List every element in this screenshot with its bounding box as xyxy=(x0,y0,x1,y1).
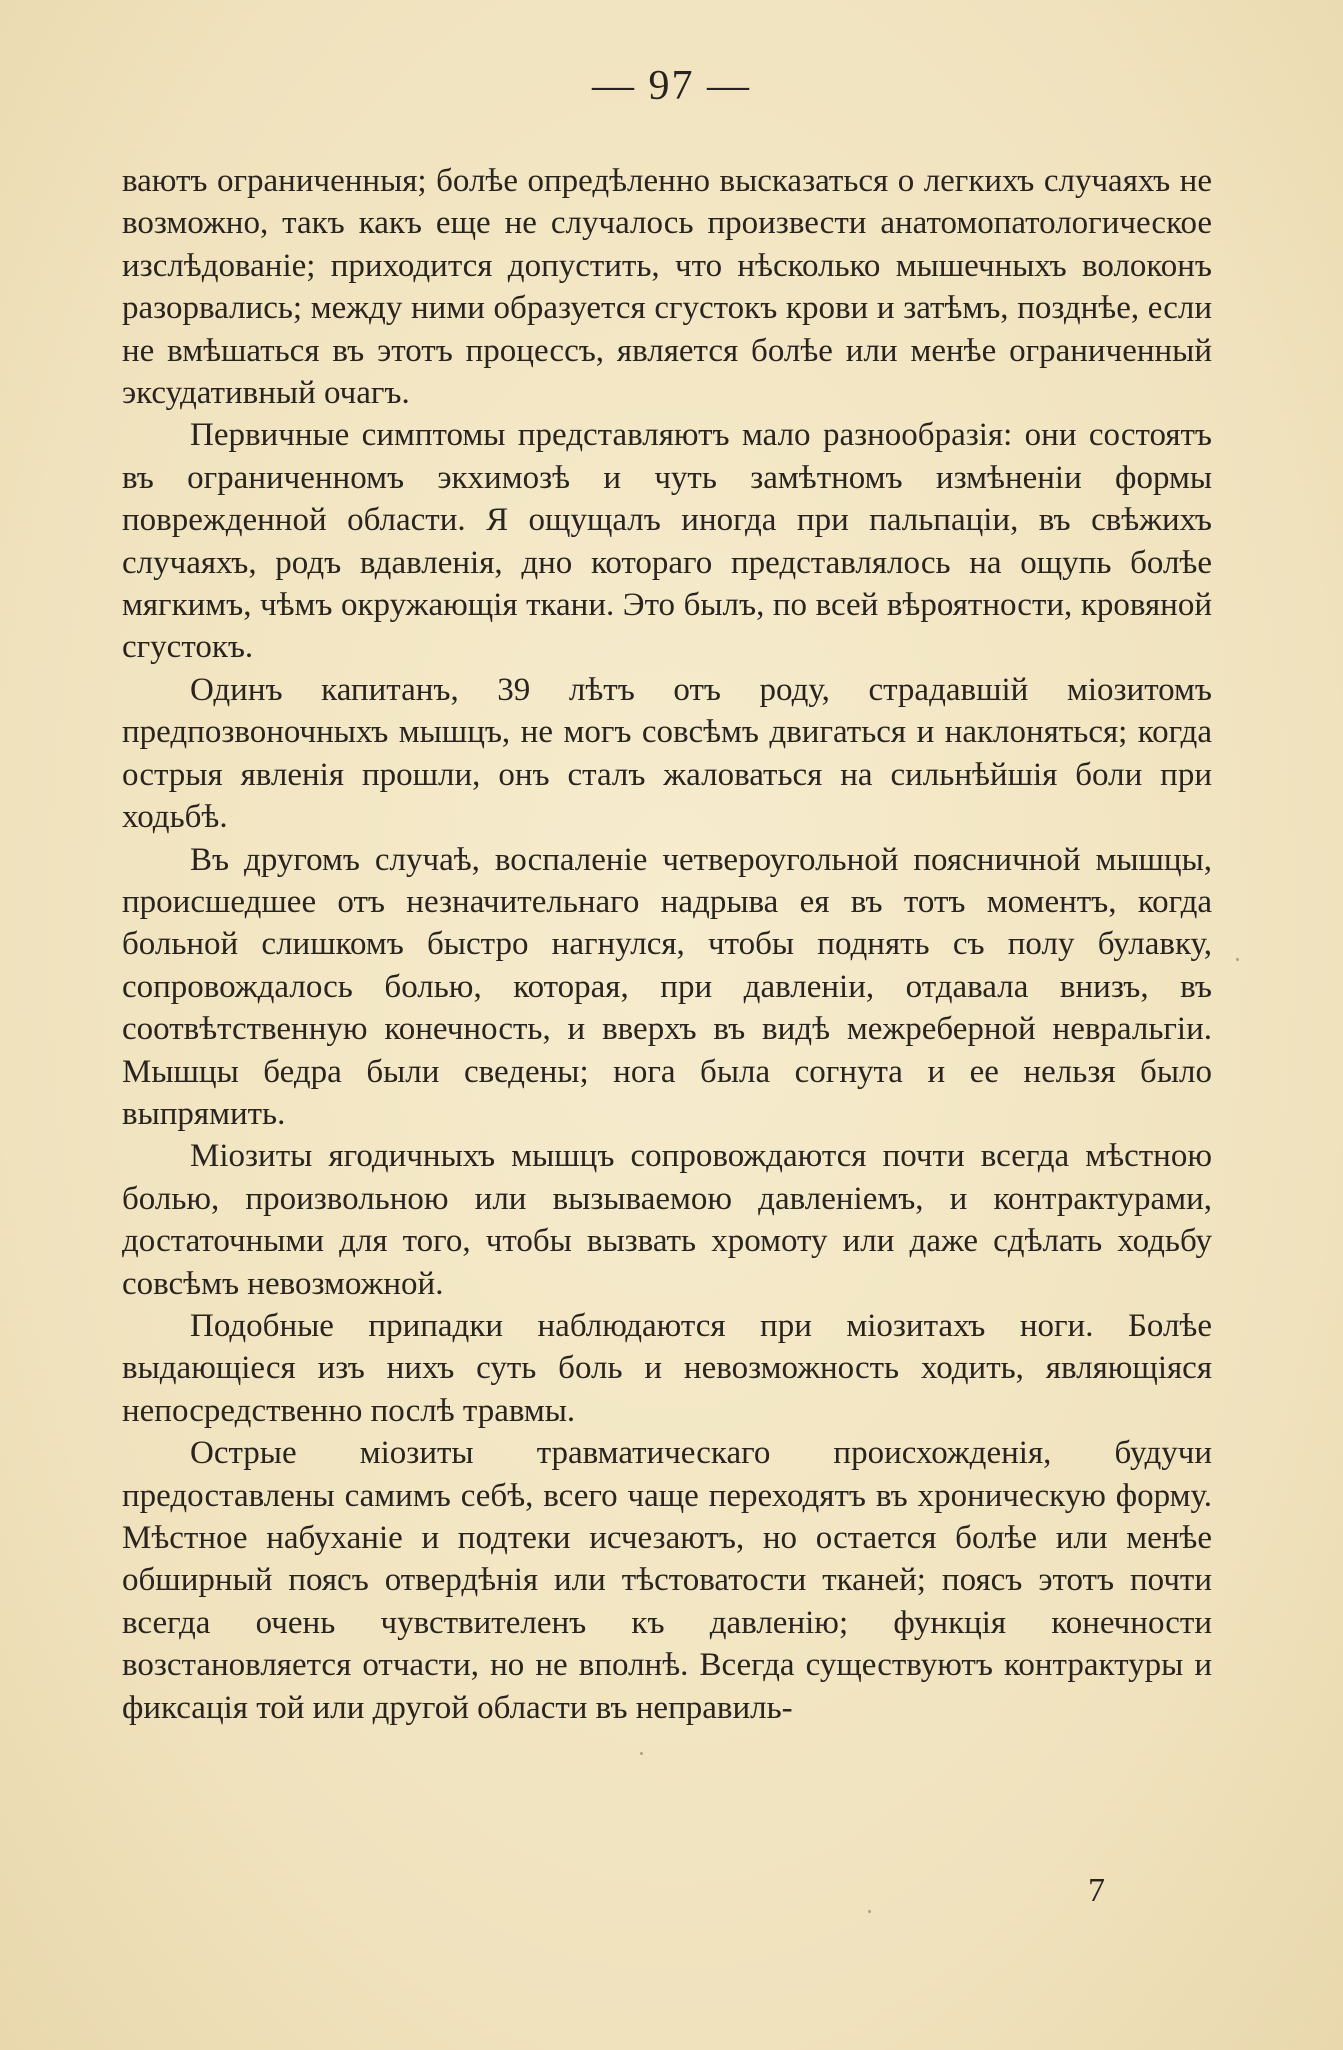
body-text xyxy=(122,160,1212,1729)
signature-mark: 7 xyxy=(1088,1872,1105,1909)
paragraph-continuation: ваютъ ограниченныя; болѣе опредѣленно высказаться о легкихъ случаяхъ не возможно, такъ какъ еще не случалось произвести анатомопатологическое изслѣдованіе; приходится допустить, что нѣсколько мышечныхъ волоконъ разорвались; между ними образуется сгустокъ крови и затѣмъ, позднѣе, если не вмѣшаться въ этотъ процессъ, является болѣе или менѣе ограниченный эксудативный очагъ. xyxy=(122,163,1212,412)
page-number: — 97 — xyxy=(592,63,751,109)
paragraph-acute-myositis: Острые міозиты травматическаго происхожденія, будучи предоставлены самимъ себѣ, всего чаще переходятъ въ хроническую форму. Мѣстное набуханіе и подтеки исчезаютъ, но остается болѣе или менѣе обширный поясъ отвердѣнія или тѣстоватости тканей; поясъ этотъ почти всегда очень чувствителенъ къ давленію; функція конечности возстановляется отчасти, но не вполнѣ. Всегда существуютъ контрактуры и фиксація той или другой области въ неправиль- xyxy=(122,1435,1212,1726)
paragraph-gluteal-myositis: Міозиты ягодичныхъ мышцъ сопровождаются почти всегда мѣстною болью, произвольною или вызываемою давленіемъ, и контрактурами, достаточными для того, чтобы вызвать хромоту или даже сдѣлать ходьбу совсѣмъ невозможной. xyxy=(122,1138,1212,1302)
paper-speck xyxy=(868,1910,871,1913)
paper-speck xyxy=(1236,958,1239,961)
paragraph-leg-myositis: Подобные припадки наблюдаются при міозитахъ ноги. Болѣе выдающіеся изъ нихъ суть боль и невозможность ходить, являющіяся непосредственно послѣ травмы. xyxy=(122,1307,1212,1429)
paper-speck xyxy=(640,1752,643,1755)
paragraph-lumbar-case: Въ другомъ случаѣ, воспаленіе четвероугольной поясничной мышцы, происшедшее отъ незначительнаго надрыва ея въ тотъ моментъ, когда больной слишкомъ быстро нагнулся, чтобы поднять съ полу булавку, сопровождалось болью, которая, при давленіи, отдавала внизъ, въ соотвѣтственную конечность, и вверхъ въ видѣ межреберной невральгіи. Мышцы бедра были сведены; нога была согнута и ее нельзя было выпрямить. xyxy=(122,841,1212,1132)
paragraph-captain-case: Одинъ капитанъ, 39 лѣтъ отъ роду, страдавшій міозитомъ предпозвоночныхъ мышцъ, не могъ совсѣмъ двигаться и наклоняться; когда острыя явленія прошли, онъ сталъ жаловаться на сильнѣйшія боли при ходьбѣ. xyxy=(122,671,1212,836)
paragraph-primary-symptoms: Первичные симптомы представляютъ мало разнообразія: они состоятъ въ ограниченномъ экхимозѣ и чуть замѣтномъ измѣненіи формы поврежденной области. Я ощущалъ иногда при пальпаціи, въ свѣжихъ случаяхъ, родъ вдавленія, дно котораго представлялось на ощупь болѣе мягкимъ, чѣмъ окружающія ткани. Это былъ, по всей вѣроятности, кровяной сгустокъ. xyxy=(122,417,1212,666)
